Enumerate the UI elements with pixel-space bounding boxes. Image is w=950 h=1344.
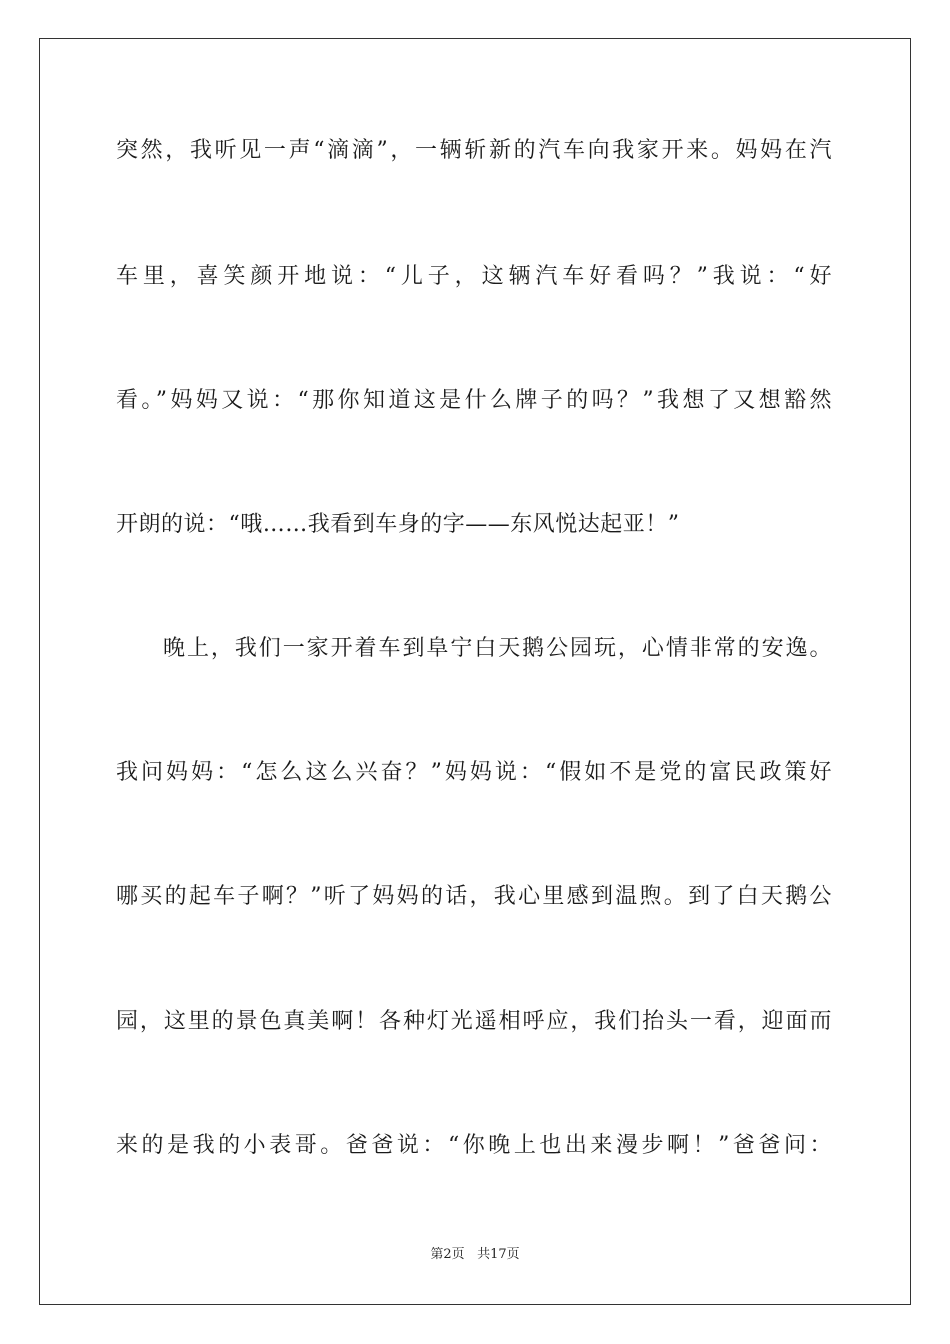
paragraph-line: 园，这里的景色真美啊！各种灯光遥相呼应，我们抬头一看，迎面而: [116, 1009, 832, 1034]
paragraph-line: 来的是我的小表哥。爸爸说：“你晚上也出来漫步啊！”爸爸问：: [116, 1133, 832, 1158]
paragraph-line: 看。”妈妈又说：“那你知道这是什么牌子的吗？”我想了又想豁然: [116, 388, 832, 413]
paragraph-line: 晚上，我们一家开着车到阜宁白天鹅公园玩，心情非常的安逸。: [163, 636, 832, 661]
page-total: 共17页: [477, 1247, 520, 1262]
paragraph-line: 开朗的说：“哦……我看到车身的字——东风悦达起亚！”: [116, 512, 680, 537]
paragraph-line: 突然，我听见一声“滴滴”，一辆斩新的汽车向我家开来。妈妈在汽: [116, 138, 832, 163]
page-footer: [0, 1246, 950, 1264]
paragraph-line: 我问妈妈：“怎么这么兴奋？”妈妈说：“假如不是党的富民政策好: [116, 760, 832, 785]
page-number: 第2页: [430, 1247, 465, 1262]
paragraph-line: 哪买的起车子啊？”听了妈妈的话，我心里感到温煦。到了白天鹅公: [116, 884, 832, 909]
paragraph-line: 车里，喜笑颜开地说：“儿子，这辆汽车好看吗？”我说：“好: [116, 264, 832, 289]
page-border: [39, 38, 911, 1305]
